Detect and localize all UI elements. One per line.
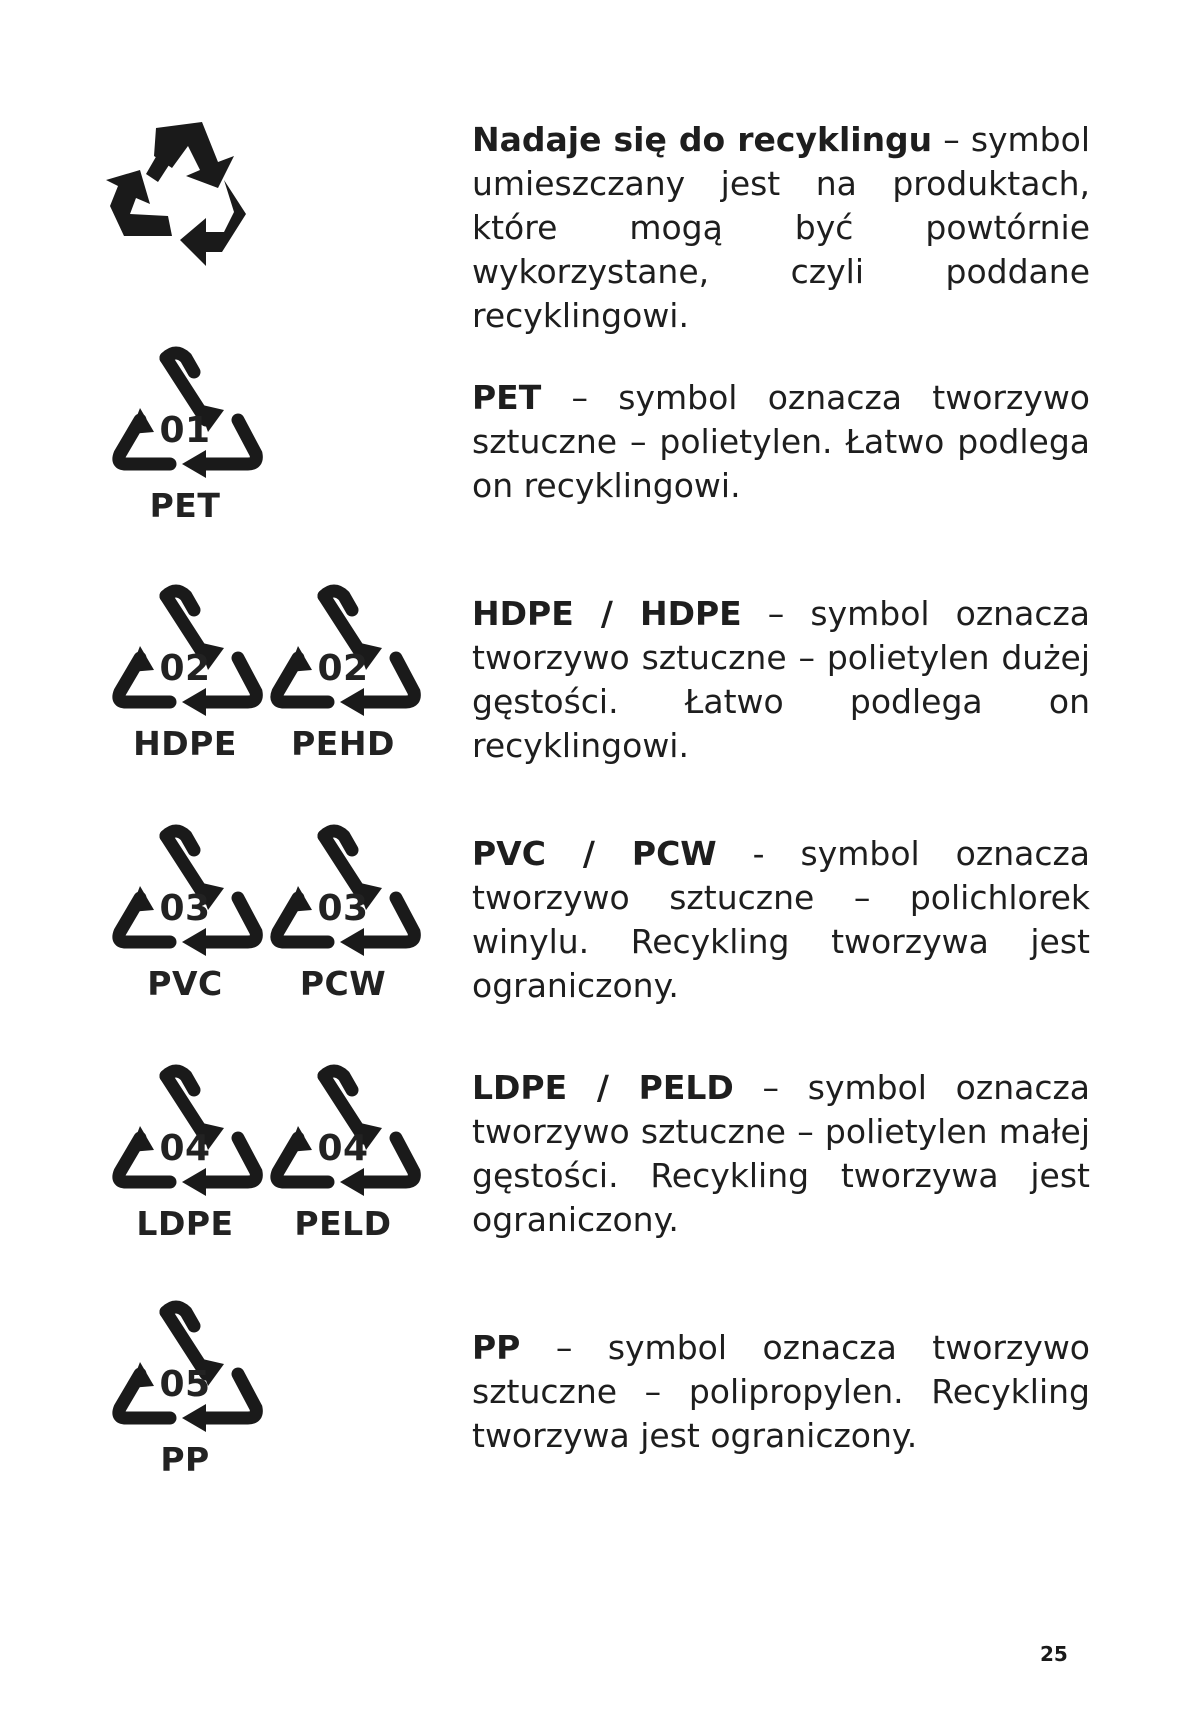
section-title: HDPE / HDPE [472, 594, 742, 633]
resin-code-label: PET [149, 486, 221, 525]
resin-code-label: PELD [294, 1204, 392, 1243]
recycling-symbol-icon [106, 118, 266, 268]
resin-code-pp [106, 1300, 264, 1480]
resin-code-pehd [264, 584, 422, 764]
resin-code-label: PP [160, 1440, 210, 1479]
resin-code-number: 04 [317, 1128, 369, 1169]
section-text: symbol oznacza tworzywo sztuczne – polietylen dużej gęstości. Łatwo podlega on recyklingowi. [472, 594, 1091, 765]
resin-code-number: 03 [317, 888, 369, 929]
resin-code-label: LDPE [136, 1204, 234, 1243]
resin-code-number: 01 [159, 410, 211, 451]
section-ldpe-description: LDPE / PELD – symbol oznacza tworzywo sztuczne – polietylen małej gęstości. Recykling tworzywa jest ograniczony. [472, 1068, 1091, 1239]
page-number: 25 [1040, 1642, 1068, 1666]
resin-code-hdpe [106, 584, 264, 764]
section-title: PP [472, 1328, 521, 1367]
resin-code-peld [264, 1064, 422, 1244]
section-pet-description: PET – symbol oznacza tworzywo sztuczne – polietylen. Łatwo podlega on recyklingowi. [472, 378, 1090, 505]
resin-code-pvc [106, 824, 264, 1004]
section-pvc-description: PVC / PCW - symbol oznacza tworzywo sztuczne – polichlorek winylu. Recykling tworzywa jest ograniczony. [472, 834, 1091, 1005]
section-text: symbol oznacza tworzywo sztuczne – polipropylen. Recykling tworzywa jest ograniczony. [472, 1328, 1090, 1455]
section-title: PVC / PCW [472, 834, 717, 873]
section-pp-description: PP – symbol oznacza tworzywo sztuczne – polipropylen. Recykling tworzywa jest ograniczony. [472, 1328, 1090, 1455]
resin-code-label: PEHD [291, 724, 395, 763]
section-text: symbol oznacza tworzywo sztuczne – polichlorek winylu. Recykling tworzywa jest ograniczony. [472, 834, 1091, 1005]
section-text: symbol oznacza tworzywo sztuczne – polietylen małej gęstości. Recykling tworzywa jest ograniczony. [472, 1068, 1091, 1239]
resin-code-number: 03 [159, 888, 211, 929]
section-text: symbol oznacza tworzywo sztuczne – polietylen. Łatwo podlega on recyklingowi. [472, 378, 1090, 505]
resin-code-number: 04 [159, 1128, 211, 1169]
resin-code-label: HDPE [133, 724, 237, 763]
resin-code-number: 05 [159, 1364, 211, 1405]
resin-code-pet [106, 346, 264, 526]
section-recycling-description: Nadaje się do recyklingu – symbol umieszczany jest na produktach, które mogą być powtórnie wykorzystane, czyli poddane recyklingowi. [472, 120, 1090, 335]
section-hdpe-description: HDPE / HDPE – symbol oznacza tworzywo sztuczne – polietylen dużej gęstości. Łatwo podlega on recyklingowi. [472, 594, 1091, 765]
resin-code-label: PVC [147, 964, 223, 1003]
section-title: PET [472, 378, 542, 417]
resin-code-ldpe [106, 1064, 264, 1244]
resin-code-number: 02 [317, 648, 369, 689]
resin-code-pcw [264, 824, 422, 1004]
resin-code-label: PCW [299, 964, 387, 1003]
recycling-symbol [106, 118, 266, 298]
section-title: Nadaje się do recyklingu [472, 120, 933, 159]
section-title: LDPE / PELD [472, 1068, 734, 1107]
section-text: symbol umieszczany jest na produktach, które mogą być powtórnie wykorzystane, czyli poddane recyklingowi. [472, 120, 1090, 335]
resin-code-number: 02 [159, 648, 211, 689]
